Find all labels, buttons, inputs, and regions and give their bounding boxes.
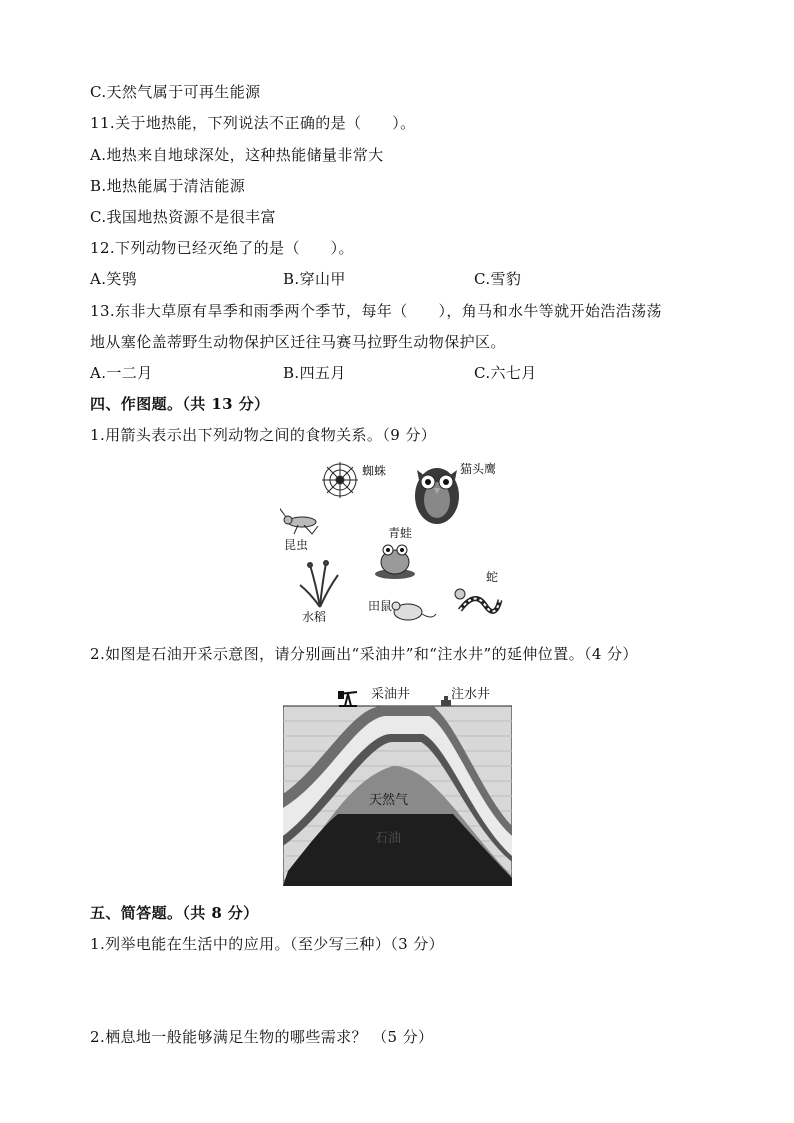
q11-option-a: A.地热来自地球深处，这种热能储量非常大 [90,146,384,164]
mouse-label: 田鼠 [368,599,393,613]
insect-icon [280,506,318,534]
q13-option-c: C.六七月 [474,364,537,382]
section-4-q2: 2.如图是石油开采示意图，请分别画出“采油井”和“注水井”的延伸位置。（4 分） [90,645,638,663]
gas-label: 天然气 [369,793,409,808]
oil-diagram-drawing [283,686,512,886]
snake-icon [455,589,500,611]
water-well-icon [441,696,451,706]
q10-option-c: C.天然气属于可再生能源 [90,83,261,101]
oil-diagram [283,686,512,886]
section-5-heading: 五、简答题。（共 8 分） [90,904,259,922]
owl-label: 猫头鹰 [460,462,497,476]
section-4-heading: 四、作图题。（共 13 分） [90,395,270,413]
q13-option-b: B.四五月 [283,364,346,382]
q12-option-b: B.穿山甲 [283,270,346,288]
section-5-q1: 1.列举电能在生活中的应用。（至少写三种）（3 分） [90,935,445,953]
owl-icon [415,468,459,524]
spider-label: 蜘蛛 [362,464,387,478]
q12-option-c: C.雪豹 [474,270,522,288]
q13-stem-line1: 13.东非大草原有旱季和雨季两个季节，每年（ ），角马和水牛等就开始浩浩荡荡 [90,302,662,320]
q12-option-a: A.笑鸮 [90,270,138,288]
frog-label: 青蛙 [388,526,413,540]
spider-icon [322,462,358,498]
oil-well-label: 采油井 [371,687,411,702]
insect-label: 昆虫 [284,538,309,552]
mouse-icon [392,602,436,620]
q11-option-b: B.地热能属于清洁能源 [90,177,246,195]
snake-label: 蛇 [486,570,499,584]
food-web-figure [280,450,520,630]
q13-option-a: A.一二月 [90,364,153,382]
q11-stem: 11.关于地热能，下列说法不正确的是（ ）。 [90,114,416,132]
section-4-q1: 1.用箭头表示出下列动物之间的食物关系。（9 分） [90,426,437,444]
q11-option-c: C.我国地热资源不是很丰富 [90,208,276,226]
oil-label: 石油 [375,831,402,846]
q12-stem: 12.下列动物已经灭绝了的是（ ）。 [90,239,354,257]
frog-icon [375,545,415,579]
rice-label: 水稻 [302,610,327,624]
rice-icon [300,561,338,607]
water-well-label: 注水井 [451,687,491,702]
q13-stem-line2: 地从塞伦盖蒂野生动物保护区迁往马赛马拉野生动物保护区。 [90,333,506,351]
food-web-drawing [280,450,520,630]
section-5-q2: 2.栖息地一般能够满足生物的哪些需求？ （5 分） [90,1028,434,1046]
pump-jack-icon [339,692,357,706]
